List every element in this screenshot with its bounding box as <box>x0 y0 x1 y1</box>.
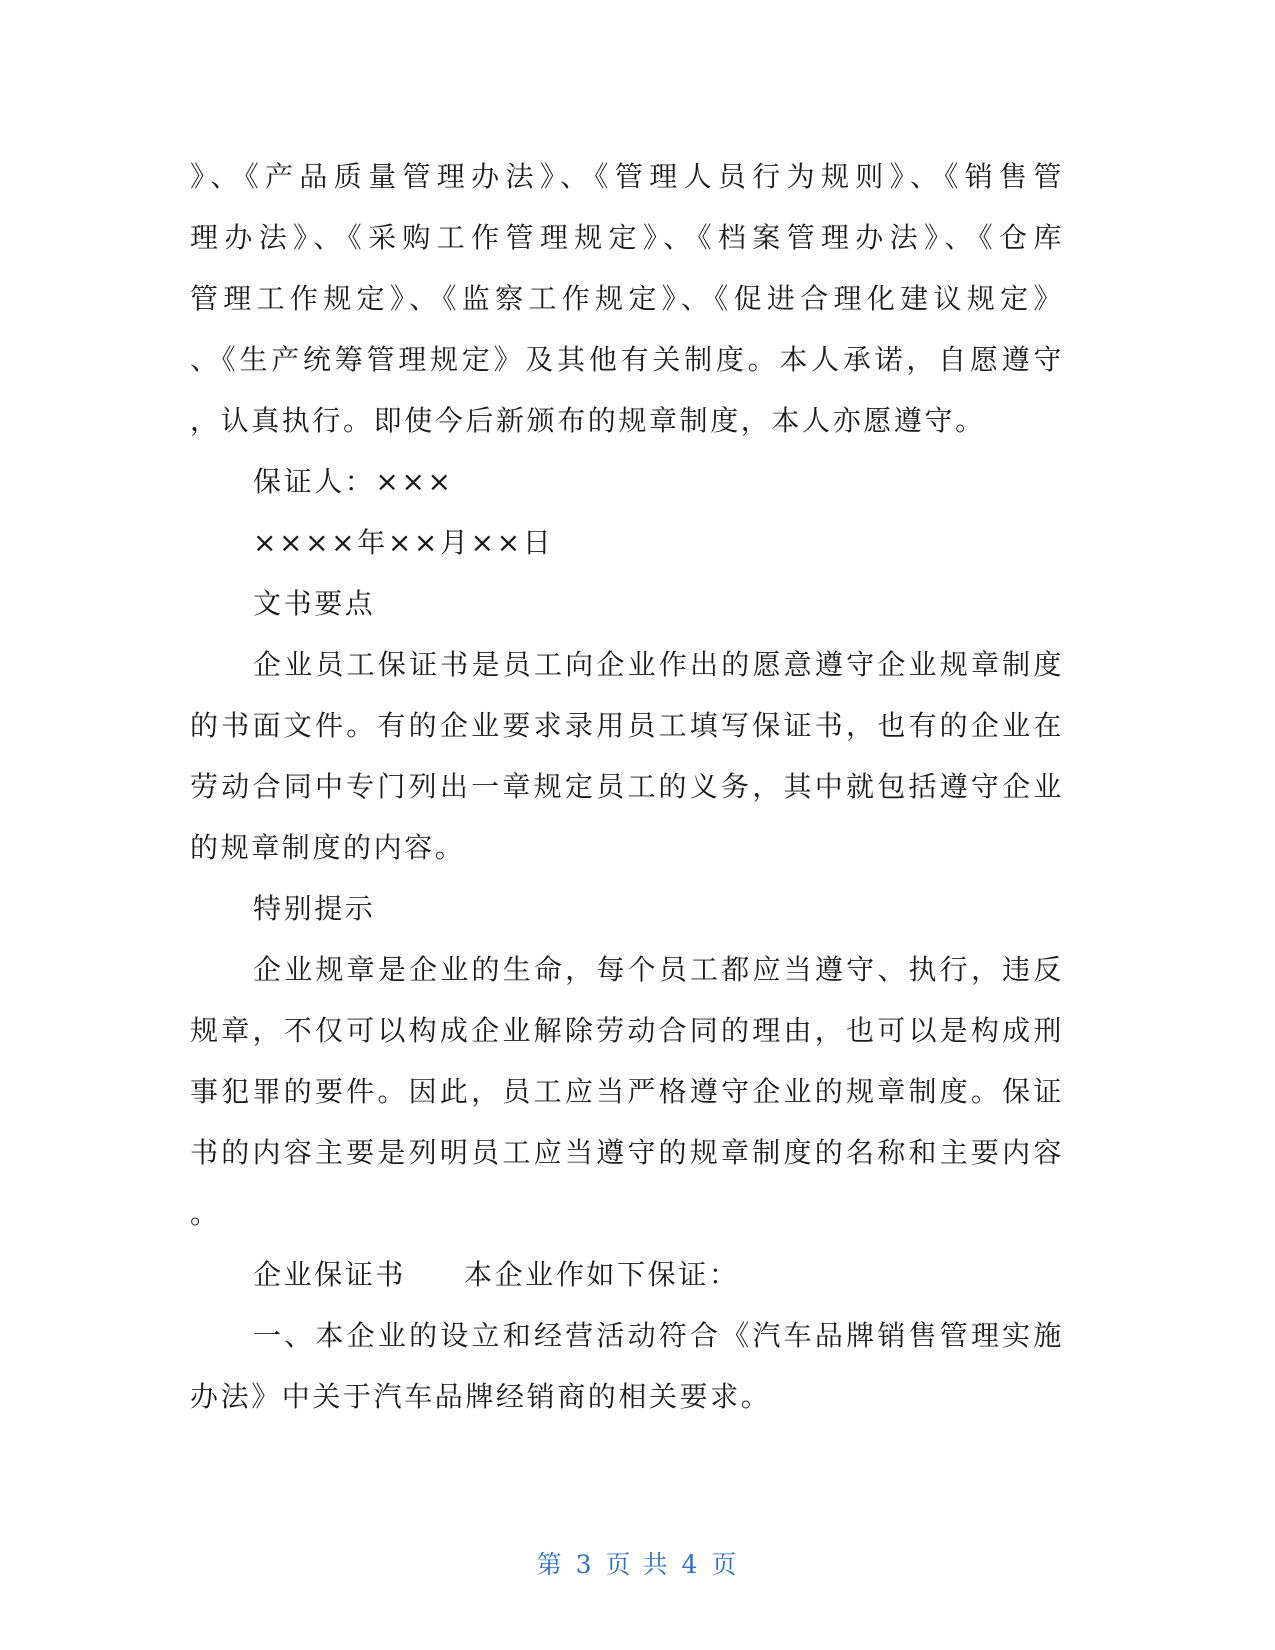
text-line: 事犯罪的要件。因此，员工应当严格遵守企业的规章制度。保证 <box>190 1075 1064 1108</box>
page-footer <box>0 1545 1275 1581</box>
text-line: ，认真执行。即使今后新颁布的规章制度，本人亦愿遵守。 <box>190 404 986 437</box>
text-line: 劳动合同中专门列出一章规定员工的义务，其中就包括遵守企业 <box>190 770 1064 803</box>
company-guarantee-intro: 本企业作如下保证： <box>464 1258 740 1291</box>
guarantor-line: 保证人：××× <box>253 465 454 498</box>
text-line: 的书面文件。有的企业要求录用员工填写保证书，也有的企业在 <box>190 709 1064 742</box>
text-line: 》、《产品质量管理办法》、《管理人员行为规则》、《销售管 <box>190 160 1064 193</box>
text-line: 一、本企业的设立和经营活动符合《汽车品牌销售管理实施 <box>253 1319 1064 1352</box>
footer-suffix: 页 <box>711 1550 739 1579</box>
footer-page-number: 3 <box>575 1550 594 1579</box>
text-line: 企业员工保证书是员工向企业作出的愿意遵守企业规章制度 <box>253 648 1064 681</box>
text-line: 。 <box>190 1197 221 1230</box>
footer-middle: 页 共 <box>605 1550 670 1579</box>
company-guarantee-line <box>190 1244 1064 1305</box>
section-heading-notice: 特别提示 <box>253 892 376 925</box>
footer-total-pages: 4 <box>681 1550 700 1579</box>
text-line: 书的内容主要是列明员工应当遵守的规章制度的名称和主要内容 <box>190 1136 1064 1169</box>
text-line: 的规章制度的内容。 <box>190 831 466 864</box>
text-line: 办法》中关于汽车品牌经销商的相关要求。 <box>190 1380 772 1413</box>
section-heading-points: 文书要点 <box>253 587 376 620</box>
text-line: 企业规章是企业的生命，每个员工都应当遵守、执行，违反 <box>253 953 1064 986</box>
text-line: 管理工作规定》、《监察工作规定》、《促进合理化建议规定》 <box>190 282 1064 315</box>
text-line: 、《生产统筹管理规定》及其他有关制度。本人承诺，自愿遵守 <box>190 343 1064 376</box>
footer-prefix: 第 <box>536 1550 564 1579</box>
date-line: ××××年××月××日 <box>253 526 554 559</box>
text-line: 规章，不仅可以构成企业解除劳动合同的理由，也可以是构成刑 <box>190 1014 1064 1047</box>
text-line: 理办法》、《采购工作管理规定》、《档案管理办法》、《仓库 <box>190 221 1064 254</box>
company-guarantee-title: 企业保证书 <box>253 1258 407 1291</box>
document-body <box>190 146 1064 1427</box>
